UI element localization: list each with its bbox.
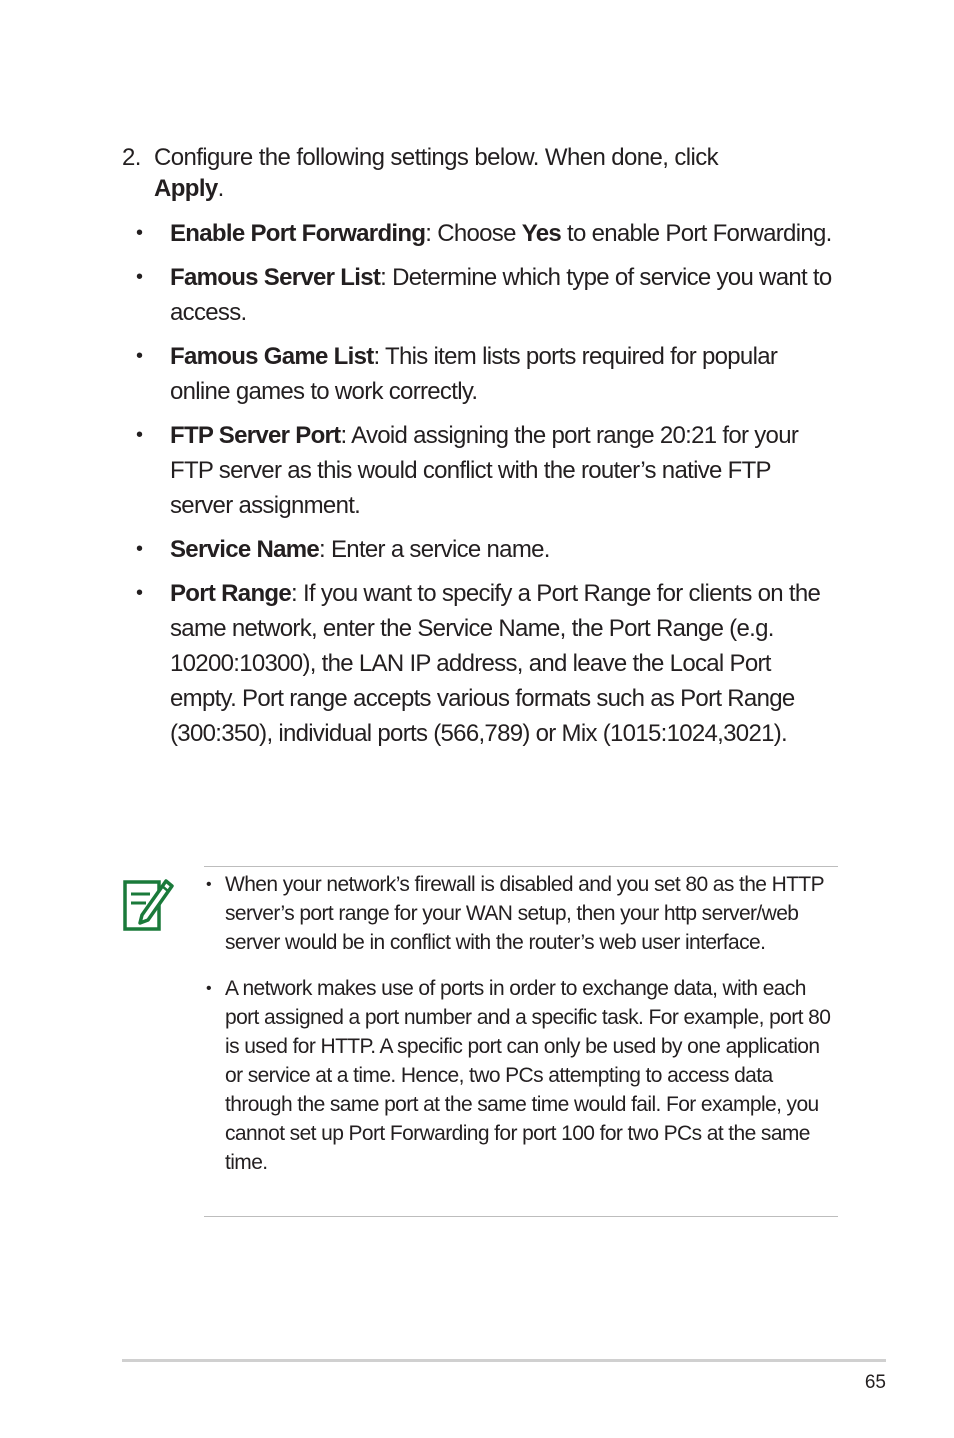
setting-separator: : Choose: [425, 220, 522, 247]
bullet-icon: •: [206, 876, 212, 893]
list-item: [136, 532, 836, 567]
setting-term: Famous Server List: [170, 264, 381, 291]
setting-description: If you want to specify a Port Range for clients on the same network, enter the Service Name, the Port Range (e.g. 10200:10300), the LAN IP address, and leave the Local Port empty. Port range accepts various formats such as Port Range (300:350), individual ports (566,789) or Mix (1015:1024,3021).: [170, 580, 821, 747]
bullet-icon: •: [136, 538, 143, 560]
bullet-icon: •: [136, 222, 143, 244]
bullet-icon: •: [206, 980, 212, 997]
note-divider-bottom: [204, 1216, 838, 1217]
bullet-icon: •: [136, 582, 143, 604]
setting-description: Enter a service name.: [330, 536, 550, 563]
bullet-icon: •: [136, 345, 143, 367]
setting-separator: :: [340, 422, 352, 449]
setting-description: to enable Port Forwarding.: [561, 220, 832, 247]
bullet-icon: •: [136, 266, 143, 288]
footer-divider: [122, 1359, 886, 1362]
step-text-before: Configure the following settings below. When done, click: [154, 144, 719, 171]
setting-description: Avoid assigning the port range 20:21 for your FTP server as this would conflict with the router’s native FTP server assignment.: [170, 422, 799, 519]
setting-term: Famous Game List: [170, 343, 374, 370]
note-pencil-icon: [122, 874, 174, 932]
settings-list: [136, 216, 836, 760]
step-text: [154, 142, 824, 204]
setting-term: Port Range: [170, 580, 292, 607]
list-item: [136, 216, 836, 251]
note-text: A network makes use of ports in order to exchange data, with each port assigned a port number and a specific task. For example, port 80 is used for HTTP. A specific port can only be used by one application or service at a time. Hence, two PCs attempting to access data through the same port at the same time would fail. For example, you cannot set up Port Forwarding for port 100 for two PCs at the same time.: [225, 977, 831, 1174]
setting-term: Service Name: [170, 536, 320, 563]
apply-keyword: Apply: [154, 175, 218, 202]
step-number: 2.: [122, 144, 141, 171]
setting-description: This item lists ports required for popular online games to work correctly.: [170, 343, 778, 405]
setting-term: Enable Port Forwarding: [170, 220, 426, 247]
note-item: [204, 870, 838, 957]
list-item: [136, 418, 836, 523]
step-text-after: .: [217, 175, 224, 202]
bullet-icon: •: [136, 424, 143, 446]
page-number: 65: [864, 1372, 886, 1393]
setting-term: FTP Server Port: [170, 422, 341, 449]
note-list: [204, 870, 838, 1194]
note-divider-top: [204, 866, 838, 867]
setting-separator: :: [319, 536, 331, 563]
setting-description: Determine which type of service you want to access.: [170, 264, 832, 326]
setting-separator: :: [373, 343, 386, 370]
note-item: [204, 974, 838, 1177]
list-item: [136, 576, 836, 751]
setting-separator: :: [380, 264, 393, 291]
setting-separator: :: [291, 580, 303, 607]
note-text: When your network’s firewall is disabled and you set 80 as the HTTP server’s port range for your WAN setup, then your http server/web server would be in conflict with the router’s web user interface.: [225, 873, 824, 954]
list-item: [136, 339, 836, 409]
setting-value-keyword: Yes: [521, 220, 562, 247]
list-item: [136, 260, 836, 330]
